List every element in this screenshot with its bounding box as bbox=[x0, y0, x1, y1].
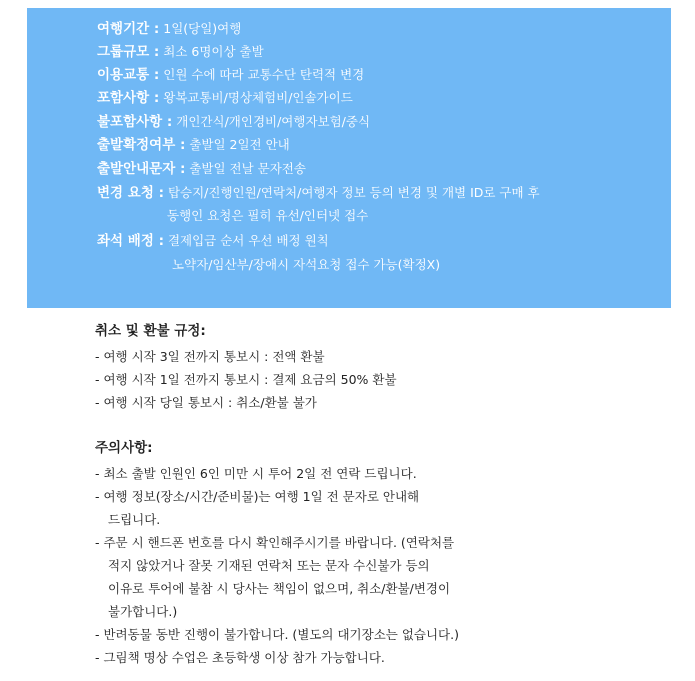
info-period bbox=[97, 19, 241, 39]
info-included-value: 왕복교통비/명상체험비/인솔가이드 bbox=[159, 90, 353, 105]
info-group-value: 최소 6명이상 출발 bbox=[159, 44, 264, 59]
info-included bbox=[97, 88, 353, 108]
info-sms bbox=[97, 159, 306, 179]
info-excluded-label: 불포함사항 : bbox=[97, 114, 173, 130]
info-confirm-value: 출발일 2일전 안내 bbox=[185, 137, 290, 152]
info-change-continued: 동행인 요청은 필히 유선/인터넷 접수 bbox=[167, 208, 369, 223]
notes-line: - 주문 시 핸드폰 번호를 다시 확인해주시기를 바랍니다. (연락처를 bbox=[95, 535, 455, 550]
refund-policy-title: 취소 및 환불 규정: bbox=[95, 323, 206, 339]
info-sms-value: 출발일 전날 문자전송 bbox=[185, 161, 306, 176]
notes-title: 주의사항: bbox=[95, 440, 153, 456]
info-seat bbox=[97, 231, 329, 251]
refund-item: - 여행 시작 1일 전까지 통보시 : 결제 요금의 50% 환불 bbox=[95, 372, 397, 387]
info-group-label: 그룹규모 : bbox=[97, 44, 160, 60]
info-excluded-value: 개인간식/개인경비/여행자보험/중식 bbox=[172, 114, 371, 129]
info-transport-label: 이용교통 : bbox=[97, 67, 160, 83]
info-included-label: 포함사항 : bbox=[97, 90, 160, 106]
refund-item: - 여행 시작 3일 전까지 통보시 : 전액 환불 bbox=[95, 349, 325, 364]
notes-line: 적지 않았거나 잘못 기재된 연락처 또는 문자 수신불가 등의 bbox=[108, 558, 430, 573]
info-period-label: 여행기간 : bbox=[97, 21, 160, 37]
info-seat-value: 결제입금 순서 우선 배정 원칙 bbox=[163, 233, 329, 248]
refund-policy-section bbox=[95, 320, 397, 414]
info-change-value: 탑승지/진행인원/연락처/여행자 정보 등의 변경 및 개별 ID로 구매 후 bbox=[163, 185, 540, 200]
info-seat-label: 좌석 배정 : bbox=[97, 233, 164, 249]
info-group bbox=[97, 42, 264, 62]
info-change bbox=[97, 183, 540, 203]
info-sms-label: 출발안내문자 : bbox=[97, 161, 186, 177]
info-transport-value: 인원 수에 따라 교통수단 탄력적 변경 bbox=[159, 67, 365, 82]
notes-line: - 최소 출발 인원인 6인 미만 시 투어 2일 전 연락 드립니다. bbox=[95, 466, 417, 481]
notes-line: 불가합니다.) bbox=[108, 604, 178, 619]
info-seat-continued: 노약자/임산부/장애시 자석요청 접수 가능(확정X) bbox=[172, 257, 441, 272]
info-confirm-label: 출발확정여부 : bbox=[97, 137, 186, 153]
info-change-label: 변경 요청 : bbox=[97, 185, 164, 201]
notes-line: - 그림책 명상 수업은 초등학생 이상 참가 가능합니다. bbox=[95, 650, 385, 665]
info-period-value: 1일(당일)여행 bbox=[159, 21, 242, 36]
notes-section bbox=[95, 437, 459, 669]
info-excluded bbox=[97, 112, 370, 132]
notes-line: 드립니다. bbox=[108, 512, 161, 527]
notes-line: 이유로 투어에 불참 시 당사는 책임이 없으며, 취소/환불/변경이 bbox=[108, 581, 451, 596]
notes-line: - 반려동물 동반 진행이 불가합니다. (별도의 대기장소는 없습니다.) bbox=[95, 627, 459, 642]
trip-info-panel bbox=[27, 8, 671, 308]
info-confirm bbox=[97, 135, 290, 155]
refund-item: - 여행 시작 당일 통보시 : 취소/환불 불가 bbox=[95, 395, 317, 410]
info-transport bbox=[97, 65, 364, 85]
notes-line: - 여행 정보(장소/시간/준비물)는 여행 1일 전 문자로 안내해 bbox=[95, 489, 420, 504]
